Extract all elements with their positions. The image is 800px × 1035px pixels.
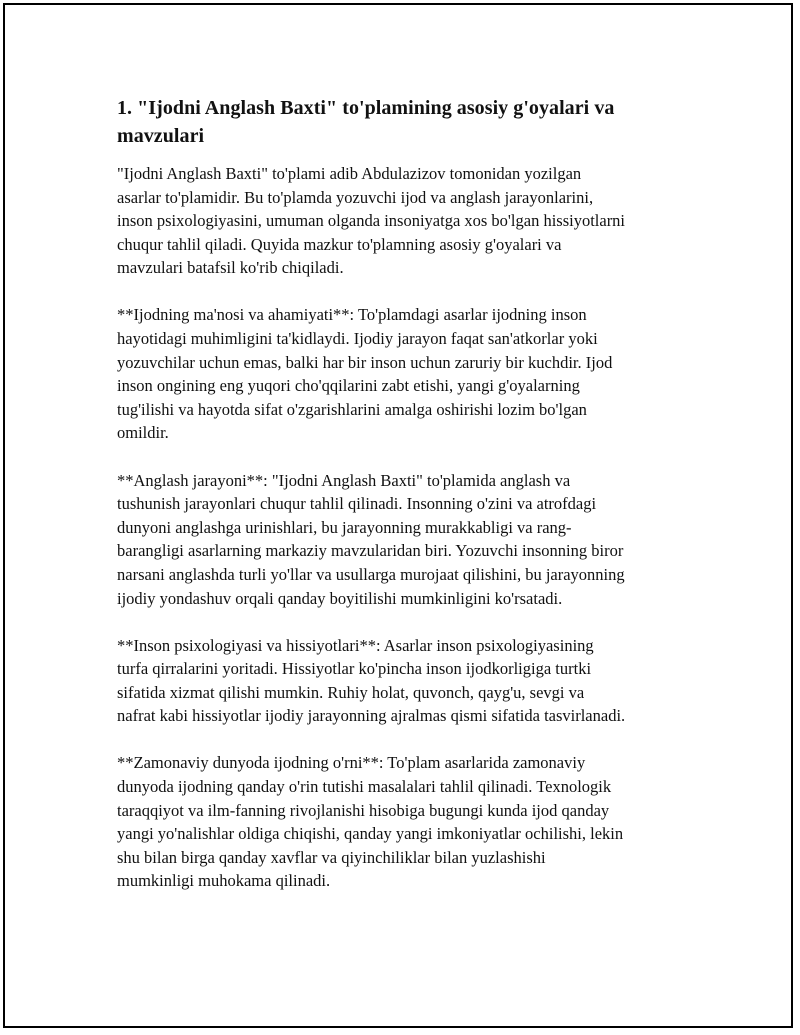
paragraph-ijodning-manosi: **Ijodning ma'nosi va ahamiyati**: To'plamdagi asarlar ijodning inson hayotidagi muhimligini ta'kidlaydi. Ijodiy jarayon faqat san'atkorlar yoki yozuvchilar uchun emas, balki har bir inson uchun zaruriy bir kuchdir. Ijod inson ongining eng yuqori cho'qqilarini zabt etishi, yangi g'oyalarning tug'ilishi va hayotda sifat o'zgarishlarini amalga oshirishi lozim bo'lgan omildir. <box>117 305 613 443</box>
intro-paragraph: "Ijodni Anglash Baxti" to'plami adib Abdulazizov tomonidan yozilgan asarlar to'plamidir. Bu to'plamda yozuvchi ijod va anglash jarayonlarini, inson psixologiyasini, umuman olganda insoniyatga xos bo'lgan hissiyotlarni chuqur tahlil qiladi. Quyida mazkur to'plamning asosiy g'oyalari va mavzulari batafsil ko'rib chiqiladi. <box>117 164 626 278</box>
paragraph-inson-psixologiyasi: **Inson psixologiyasi va hissiyotlari**: Asarlar inson psixologiyasining turfa qirralarini yoritadi. Hissiyotlar ko'pincha inson ijodkorligiga turtki sifatida xizmat qilishi mumkin. Ruhiy holat, quvonch, qayg'u, sevgi va nafrat kabi hissiyotlar ijodiy jarayonning ajralmas qismi sifatida tasvirlanadi. <box>117 635 626 726</box>
paragraph-anglash-jarayoni: **Anglash jarayoni**: "Ijodni Anglash Baxti" to'plamida anglash va tushunish jarayonlari chuqur tahlil qilinadi. Insonning o'zini va atrofdagi dunyoni anglashga urinishlari, bu jarayonning murakkabligi va rang- barangligi asarlarning markaziy mavzularidan biri. Yozuvchi insonning biror narsani anglashda turli yo'llar va usullarga murojaat qilishini, bu jarayonning ijodiy yondashuv orqali qanday boyitilishi mumkinligini ko'rsatadi. <box>117 470 625 608</box>
section-heading: 1. "Ijodni Anglash Baxti" to'plamining asosiy g'oyalari va mavzulari <box>117 97 615 147</box>
document-body <box>117 94 697 917</box>
paragraph-zamonaviy-dunyo: **Zamonaviy dunyoda ijodning o'rni**: To'plam asarlarida zamonaviy dunyoda ijodning qanday o'rin tutishi masalalari tahlil qilinadi. Texnologik taraqqiyot va ilm-fanning rivojlanishi hisobiga bugungi kunda ijod qanday yangi yo'nalishlar oldiga chiqishi, qanday yangi imkoniyatlar ochilishi, lekin shu bilan birga qanday xavflar va qiyinchiliklar bilan yuzlashishi mumkinligi muhokama qilinadi. <box>117 753 624 891</box>
